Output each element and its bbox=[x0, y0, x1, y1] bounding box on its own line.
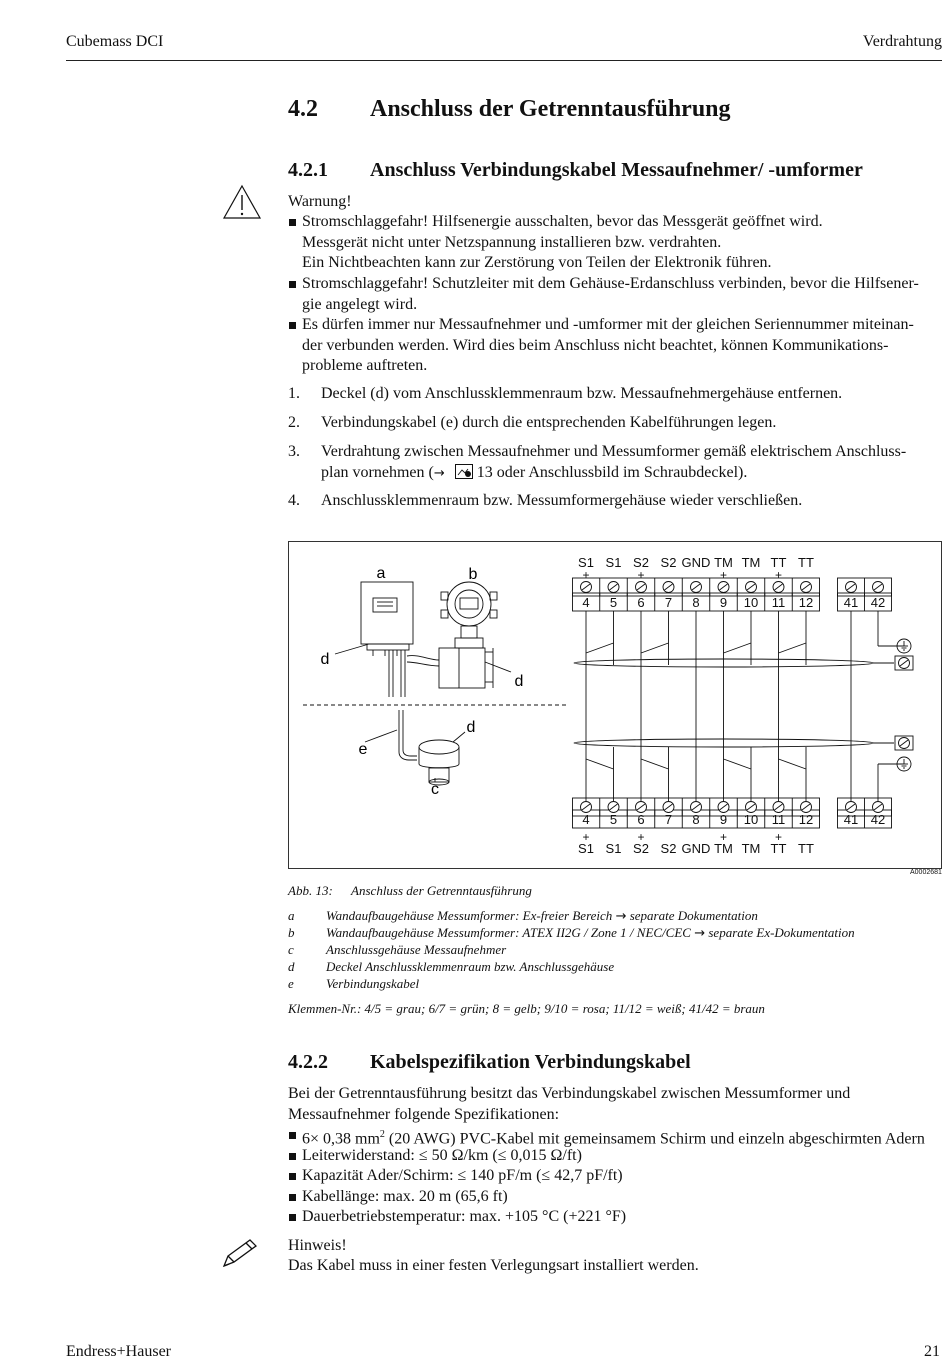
terminal-number: 9 bbox=[719, 595, 728, 610]
terminal-screw bbox=[636, 802, 647, 813]
terminal-screw bbox=[718, 802, 729, 813]
polarity-label: + bbox=[637, 830, 645, 844]
bullet-line: Es dürfen immer nur Messaufnehmer und -umformer mit der gleichen Seriennummer miteinan- bbox=[302, 316, 914, 333]
figure-caption bbox=[288, 883, 532, 899]
terminal-screw bbox=[581, 582, 592, 593]
legend-text: separate Dokumentation bbox=[629, 908, 758, 923]
arrow-icon: → bbox=[433, 465, 445, 481]
terminal-number: 7 bbox=[664, 595, 673, 610]
warning-icon bbox=[222, 184, 262, 225]
wiring-diagram bbox=[288, 541, 942, 869]
device-drawings bbox=[303, 582, 569, 785]
wire-shield bbox=[586, 643, 614, 653]
terminal-number: 8 bbox=[692, 812, 700, 827]
legend-key: d bbox=[288, 959, 295, 974]
signal-label: TM bbox=[714, 555, 733, 570]
heading-title: Anschluss der Getrenntausführung bbox=[370, 96, 731, 122]
signal-label: TT bbox=[770, 555, 787, 570]
terminal-number: 42 bbox=[870, 812, 886, 827]
legend-text: Anschlussgehäuse Messaufnehmer bbox=[326, 942, 507, 957]
terminal-number: 6 bbox=[637, 812, 645, 827]
signal-label: TM bbox=[741, 841, 761, 856]
terminal-number: 7 bbox=[664, 812, 673, 827]
wire-shield bbox=[586, 759, 614, 769]
label-a: a bbox=[376, 565, 386, 582]
terminal-screw bbox=[773, 582, 784, 593]
terminal-screw bbox=[773, 802, 784, 813]
signal-label: TT bbox=[798, 555, 814, 570]
heading-title: Kabelspezifikation Verbindungskabel bbox=[370, 1051, 691, 1073]
signal-label: TM bbox=[741, 555, 761, 570]
terminal-screw bbox=[663, 582, 674, 593]
warning-bullet-1 bbox=[288, 212, 943, 274]
terminal-screw bbox=[608, 582, 619, 593]
terminal-number: 12 bbox=[798, 595, 814, 610]
terminal-screw bbox=[663, 802, 674, 813]
polarity-label: + bbox=[637, 568, 645, 582]
footer-company: Endress+Hauser bbox=[66, 1343, 171, 1360]
terminal-screw bbox=[873, 582, 884, 593]
terminal-number: 9 bbox=[719, 812, 728, 827]
terminal-screw bbox=[636, 582, 647, 593]
signal-label: S2 bbox=[633, 841, 649, 856]
step-text: Verdrahtung zwischen Messaufnehmer und Messumformer gemäß elektrischem Anschluss- bbox=[321, 443, 907, 460]
step-number: 4. bbox=[288, 492, 300, 509]
legend-key: e bbox=[288, 976, 294, 991]
cable-spec-4: Kabellänge: max. 20 m (65,6 ft) bbox=[288, 1187, 943, 1208]
terminal-screw bbox=[691, 802, 702, 813]
terminal-screw bbox=[801, 582, 812, 593]
step-4 bbox=[288, 491, 943, 512]
wire-shield bbox=[641, 643, 669, 653]
legend-text: Verbindungskabel bbox=[326, 976, 420, 991]
heading-4-2-1 bbox=[288, 159, 863, 182]
legend-text: Wandaufbaugehäuse Messumformer: ATEX II2G / Zone 1 / NEC/CEC bbox=[326, 925, 691, 940]
step-number: 1. bbox=[288, 385, 300, 402]
label-e: e bbox=[358, 741, 368, 758]
legend-item-a bbox=[288, 908, 758, 924]
signal-label: GND bbox=[681, 555, 711, 570]
label-c: c bbox=[431, 781, 439, 798]
caption-text: Anschluss der Getrenntausführung bbox=[351, 883, 532, 898]
warning-label: Warnung! bbox=[288, 193, 352, 210]
label-d: d bbox=[320, 651, 330, 668]
arrow-icon: → bbox=[694, 926, 706, 941]
wire-shield bbox=[779, 643, 807, 653]
signal-label: S2 bbox=[660, 841, 677, 856]
cable-shield bbox=[574, 739, 874, 747]
polarity-label: + bbox=[774, 568, 783, 582]
signal-label: S2 bbox=[660, 555, 677, 570]
legend-text: Deckel Anschlussklemmenraum bzw. Anschlussgehäuse bbox=[326, 959, 615, 974]
signal-label: S2 bbox=[633, 555, 649, 570]
terminal-screw bbox=[746, 582, 757, 593]
terminal-number: 11 bbox=[771, 595, 786, 610]
cable-spec-3: Kapazität Ader/Schirm: ≤ 140 pF/m (≤ 42,7 pF/ft) bbox=[288, 1166, 943, 1187]
step-text: Anschlussklemmenraum bzw. Messumformergehäuse wieder verschließen. bbox=[321, 492, 803, 509]
header-product: Cubemass DCI bbox=[66, 33, 164, 50]
terminal-number: 42 bbox=[870, 595, 886, 610]
polarity-label: + bbox=[582, 830, 590, 844]
step-1 bbox=[288, 384, 943, 405]
signal-label: S1 bbox=[578, 841, 594, 856]
wire-shield bbox=[641, 759, 669, 769]
signal-label: S1 bbox=[605, 555, 622, 570]
bullet-line: Stromschlaggefahr! Schutzleiter mit dem Gehäuse-Erdanschluss verbinden, bevor die Hilfsener- bbox=[302, 275, 919, 292]
terminal-number: 10 bbox=[743, 812, 759, 827]
signal-label: S1 bbox=[578, 555, 594, 570]
step-text-line2 bbox=[321, 463, 943, 486]
terminal-number: 5 bbox=[609, 812, 618, 827]
step-3 bbox=[288, 442, 943, 485]
terminal-screw bbox=[746, 802, 757, 813]
cable-spec-5: Dauerbetriebstemperatur: max. +105 °C (+221 °F) bbox=[288, 1207, 943, 1228]
step-text: Verbindungskabel (e) durch die entsprechenden Kabelführungen legen. bbox=[321, 414, 777, 431]
terminal-number: 12 bbox=[798, 812, 814, 827]
signal-label: TT bbox=[798, 841, 814, 856]
heading-4-2 bbox=[288, 96, 731, 123]
header-rule bbox=[66, 60, 942, 61]
legend-item-e bbox=[288, 976, 419, 992]
legend-key: b bbox=[288, 925, 295, 940]
heading-number: 4.2.1 bbox=[288, 159, 328, 181]
terminal-number: 41 bbox=[843, 812, 859, 827]
terminal-number: 4 bbox=[582, 595, 590, 610]
bullet-line: der verbunden werden. Wird dies beim Anschluss nicht beachtet, können Kommunikations- bbox=[302, 336, 889, 354]
wire-shield bbox=[724, 643, 752, 653]
terminal-number: 5 bbox=[609, 595, 618, 610]
legend-text: Wandaufbaugehäuse Messumformer: Ex-freier Bereich bbox=[326, 908, 613, 923]
step-text: plan vornehmen ( bbox=[321, 463, 434, 481]
wire-shield bbox=[724, 759, 752, 769]
terminal-screw bbox=[873, 802, 884, 813]
warning-bullet-2 bbox=[288, 274, 943, 315]
bullet-line: Stromschlaggefahr! Hilfsenergie ausschalten, bevor das Messgerät geöffnet wird. bbox=[302, 213, 823, 230]
polarity-label: + bbox=[774, 830, 783, 844]
signal-label: TT bbox=[770, 841, 787, 856]
terminal-number: 41 bbox=[843, 595, 859, 610]
note-label: Hinweis! bbox=[288, 1237, 347, 1254]
terminal-screw bbox=[801, 802, 812, 813]
step-number: 3. bbox=[288, 443, 300, 460]
legend-text: separate Ex-Dokumentation bbox=[708, 925, 855, 940]
polarity-label: + bbox=[719, 830, 728, 844]
heading-number: 4.2.2 bbox=[288, 1051, 328, 1073]
terminal-number: 11 bbox=[771, 812, 786, 827]
polarity-label: + bbox=[582, 568, 590, 582]
terminal-number: 8 bbox=[692, 595, 700, 610]
shield-clamp-screw bbox=[899, 738, 910, 749]
caption-number: Abb. 13: bbox=[288, 883, 333, 898]
cable-intro bbox=[288, 1084, 943, 1125]
signal-label: GND bbox=[681, 841, 711, 856]
legend-item-b bbox=[288, 925, 855, 941]
step-2 bbox=[288, 413, 943, 434]
signal-label: TM bbox=[714, 841, 733, 856]
bullet-line: Messgerät nicht unter Netzspannung installieren bzw. verdrahten. bbox=[302, 233, 722, 251]
bullet-line: Ein Nichtbeachten kann zur Zerstörung von Teilen der Elektronik führen. bbox=[302, 254, 772, 271]
intro-line: Messaufnehmer folgende Spezifikationen: bbox=[288, 1105, 560, 1123]
terminal-screw bbox=[691, 582, 702, 593]
terminal-screw bbox=[846, 802, 857, 813]
label-d: d bbox=[466, 719, 476, 736]
spec-text: (20 AWG) PVC-Kabel mit gemeinsamem Schirm und einzeln abgeschirmten Adern bbox=[384, 1130, 925, 1148]
bullet-line: probleme auftreten. bbox=[302, 357, 428, 374]
heading-title: Anschluss Verbindungskabel Messaufnehmer/ -umformer bbox=[370, 159, 863, 181]
signal-label: S1 bbox=[605, 841, 622, 856]
figure-reference-icon bbox=[455, 464, 473, 486]
step-text: Deckel (d) vom Anschlussklemmenraum bzw. Messaufnehmergehäuse entfernen. bbox=[321, 385, 843, 402]
figure-id: A0002681 bbox=[910, 869, 942, 876]
note-text: Das Kabel muss in einer festen Verlegungsart installiert werden. bbox=[288, 1257, 699, 1274]
legend-item-d bbox=[288, 959, 614, 975]
footer-page-number: 21 bbox=[924, 1343, 940, 1360]
polarity-label: + bbox=[719, 568, 728, 582]
spec-text: 6× 0,38 mm bbox=[302, 1130, 380, 1148]
step-number: 2. bbox=[288, 414, 300, 431]
terminal-screw bbox=[846, 582, 857, 593]
intro-line: Bei der Getrenntausführung besitzt das Verbindungskabel zwischen Messumformer und bbox=[288, 1085, 851, 1102]
spec-superscript: 2 bbox=[379, 1129, 385, 1140]
terminal-screw bbox=[608, 802, 619, 813]
terminal-number: 10 bbox=[743, 595, 759, 610]
step-text: 13 oder Anschlussbild im Schraubdeckel). bbox=[472, 463, 748, 481]
terminal-number: 4 bbox=[582, 812, 590, 827]
legend-item-c bbox=[288, 942, 506, 958]
pencil-icon bbox=[220, 1236, 262, 1275]
wire-shield bbox=[779, 759, 807, 769]
terminal-color-note: Klemmen-Nr.: 4/5 = grau; 6/7 = grün; 8 = gelb; 9/10 = rosa; 11/12 = weiß; 41/42 = braun bbox=[288, 1001, 765, 1016]
warning-bullet-3 bbox=[288, 315, 943, 377]
label-b: b bbox=[468, 566, 478, 583]
terminal-screw bbox=[718, 582, 729, 593]
terminal-number: 6 bbox=[637, 595, 645, 610]
legend-key: c bbox=[288, 942, 294, 957]
heading-4-2-2 bbox=[288, 1051, 691, 1074]
header-section: Verdrahtung bbox=[862, 33, 942, 50]
arrow-icon: → bbox=[615, 909, 627, 924]
label-d: d bbox=[514, 673, 524, 690]
cable-shield bbox=[574, 659, 874, 667]
cable-spec-2: Leiterwiderstand: ≤ 50 Ω/km (≤ 0,015 Ω/ft) bbox=[288, 1146, 943, 1167]
terminal-screw bbox=[581, 802, 592, 813]
heading-number: 4.2 bbox=[288, 96, 318, 122]
legend-key: a bbox=[288, 908, 295, 923]
shield-clamp-screw bbox=[899, 658, 910, 669]
bullet-line: gie angelegt wird. bbox=[302, 295, 418, 313]
